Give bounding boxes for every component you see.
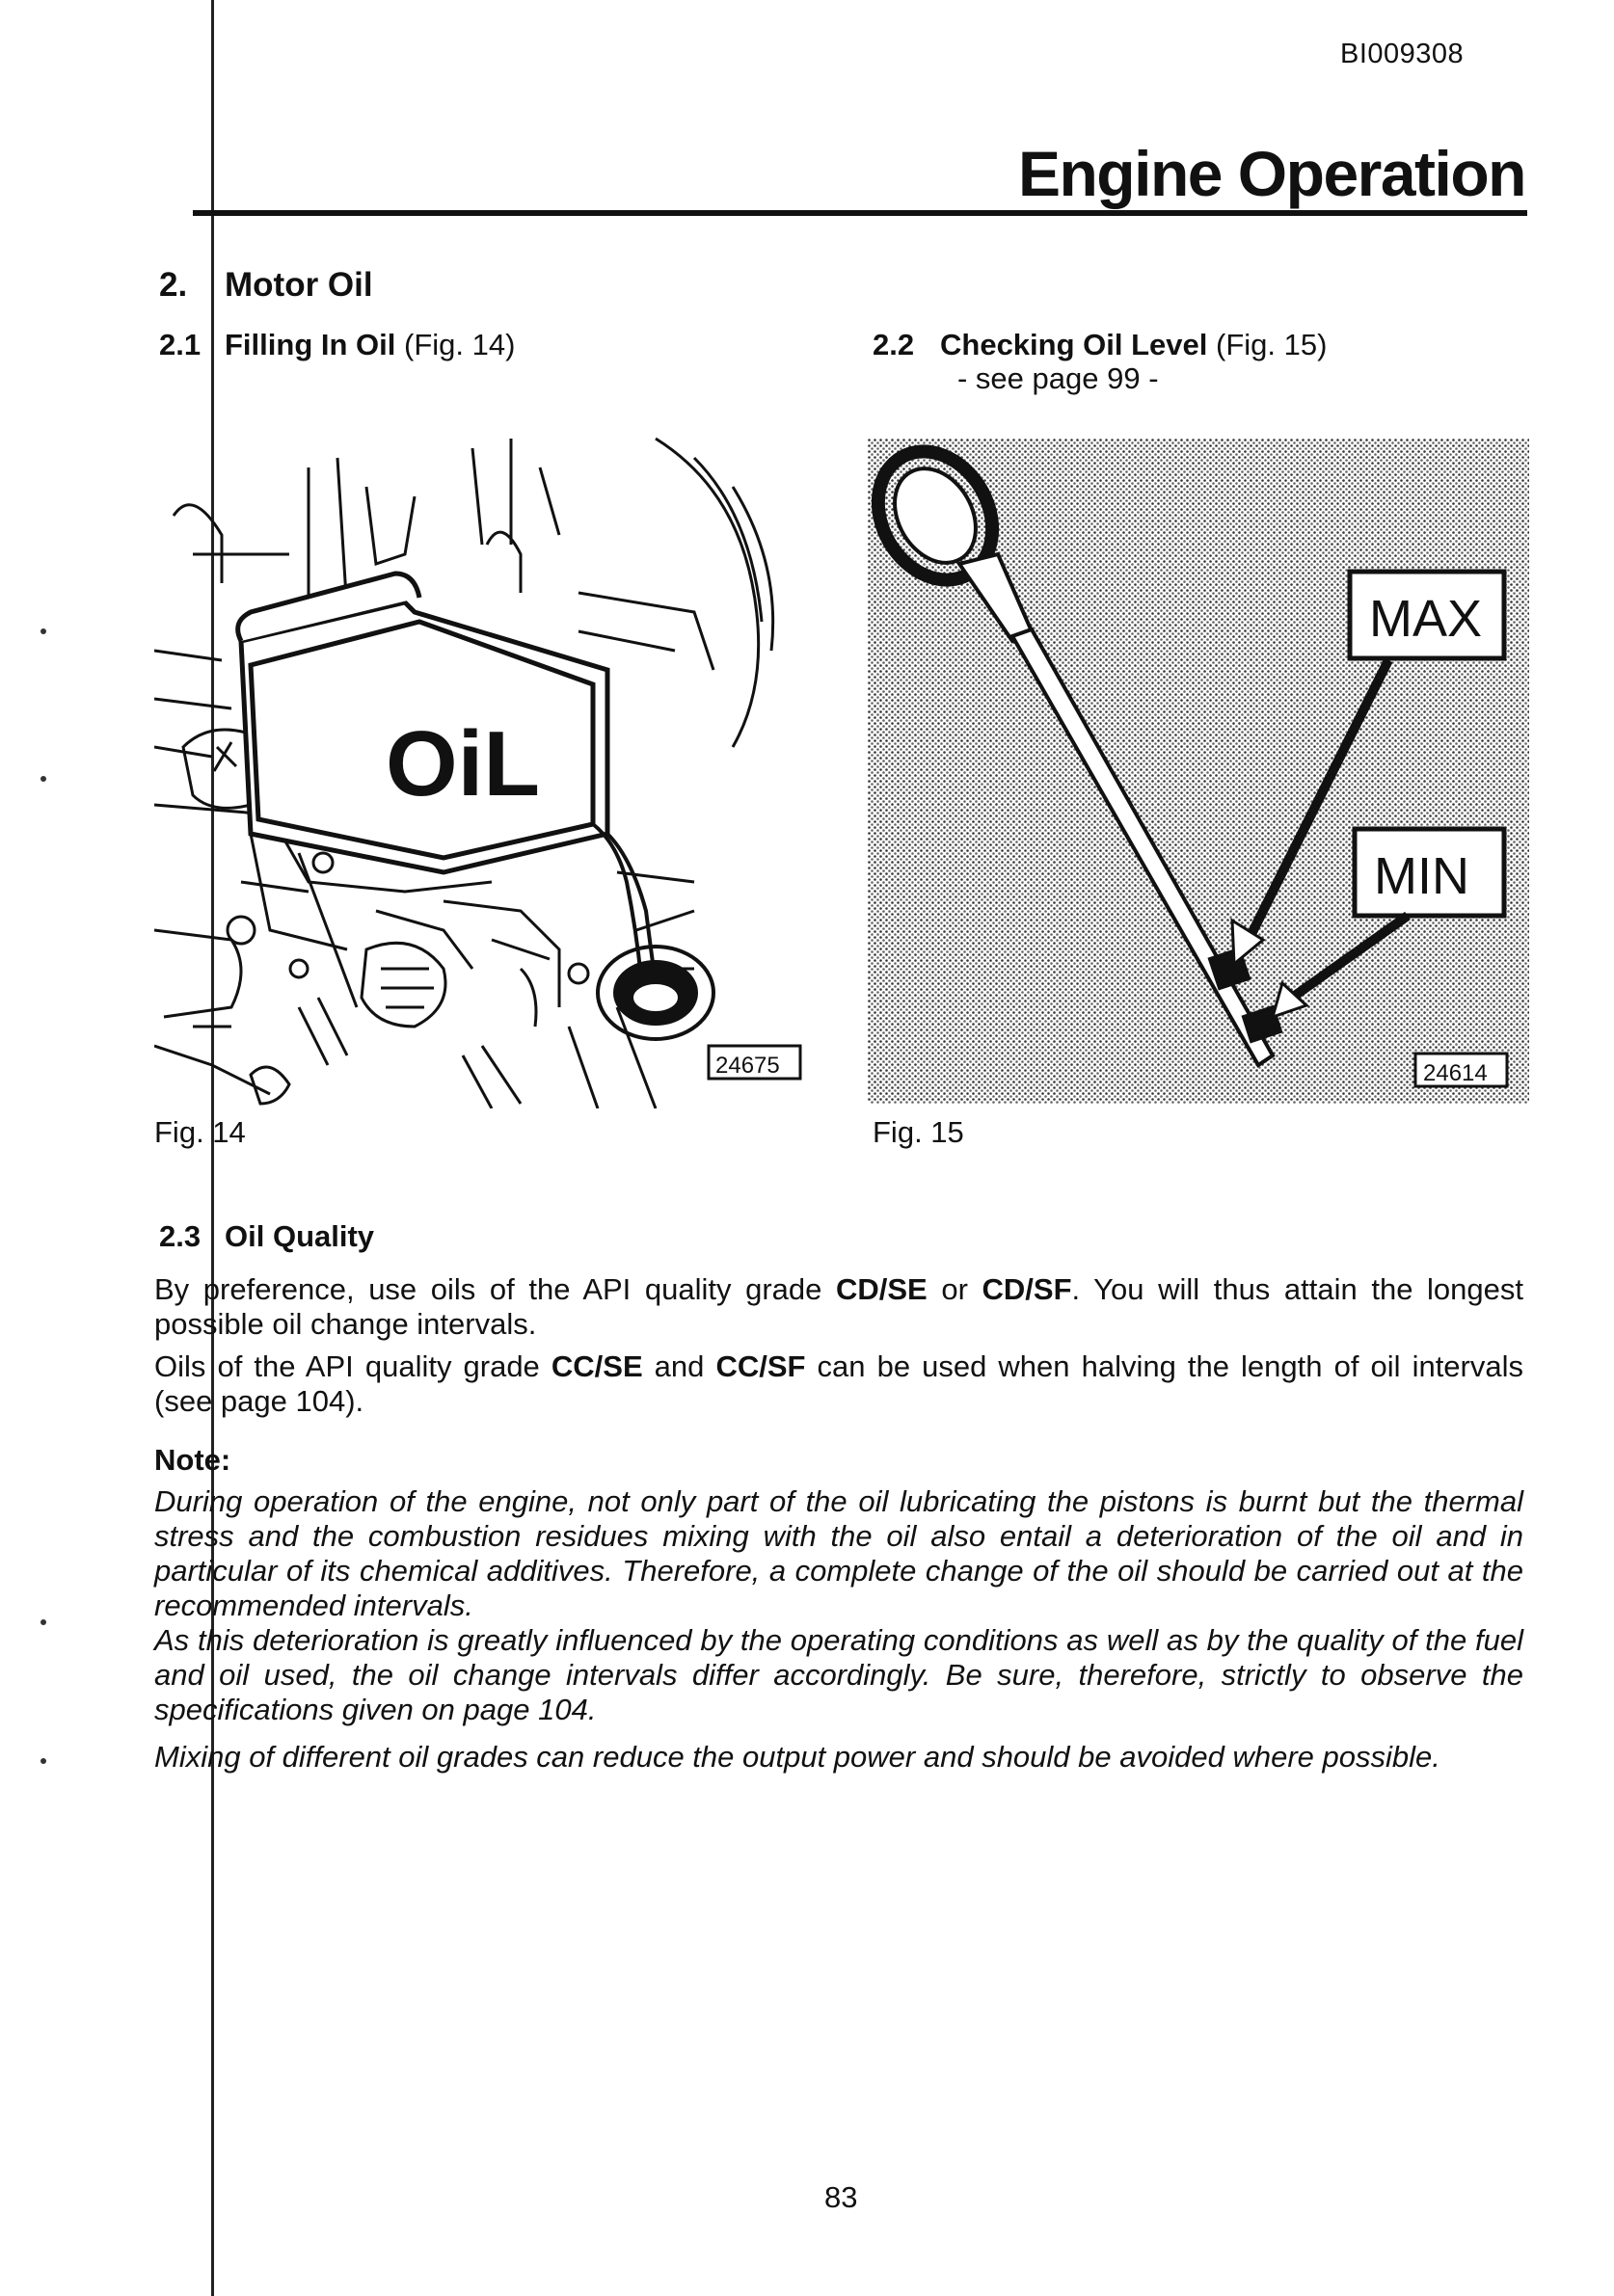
grade-cd-se: CD/SE (835, 1272, 928, 1306)
figure-14-reference-number: 24675 (715, 1053, 780, 1079)
margin-dot (40, 1758, 46, 1764)
figure-15-reference-number: 24614 (1423, 1060, 1488, 1086)
margin-dot (40, 1619, 46, 1625)
figure-15-caption: Fig. 15 (873, 1115, 964, 1149)
note-paragraph-3: Mixing of different oil grades can reduce the output power and should be avoided where possible. (154, 1740, 1440, 1774)
subsection-2-3-number: 2.3 (159, 1219, 202, 1253)
margin-dot (40, 776, 46, 782)
subsection-2-2-title: Checking Oil Level (940, 328, 1208, 361)
document-id: BI009308 (1340, 39, 1465, 69)
note-paragraph-1: During operation of the engine, not only part of the oil lubricating the pistons is burnt but the thermal stress and the combustion residues mixing with the oil also entail a deterioration of the oil and in particular of its chemical additives. Therefore, a complete change of the oil should be carried out at the recommended intervals. (154, 1484, 1523, 1622)
figure-14-engine-oil-filling (154, 429, 829, 1108)
subsection-2-1-ref: (Fig. 14) (404, 328, 516, 361)
margin-dot (40, 628, 46, 634)
subsection-2-3-title: Oil Quality (225, 1219, 375, 1253)
grade-cc-se: CC/SE (551, 1349, 643, 1383)
subsection-2-2-heading (940, 328, 1327, 362)
subsection-2-1-number: 2.1 (159, 328, 202, 361)
subsection-2-1-title: Filling In Oil (225, 328, 396, 361)
min-label: MIN (1374, 847, 1469, 905)
oil-quality-paragraph-1: By preference, use oils of the API quality grade CD/SE or CD/SF. You will thus attain the longest possible oil change intervals. (154, 1272, 1523, 1341)
subsection-2-2-ref: (Fig. 15) (1216, 328, 1328, 361)
section-title: Motor Oil (225, 266, 373, 304)
subsection-2-1-heading (225, 328, 515, 362)
figure-14-caption: Fig. 14 (154, 1115, 246, 1149)
section-number: 2. (159, 266, 188, 304)
page-title: Engine Operation (1017, 138, 1525, 209)
figure-15-dipstick-oil-level (868, 439, 1529, 1104)
note-label: Note: (154, 1443, 231, 1477)
subsection-2-2-number: 2.2 (873, 328, 915, 361)
subsection-2-2-see-page: - see page 99 - (957, 361, 1159, 395)
grade-cd-sf: CD/SF (982, 1272, 1072, 1306)
grade-cc-sf: CC/SF (715, 1349, 806, 1383)
max-label: MAX (1369, 590, 1483, 648)
title-rule (193, 210, 1527, 216)
oil-quality-paragraph-2: Oils of the API quality grade CC/SE and CC/SF can be used when halving the length of oil intervals (see page 104). (154, 1349, 1523, 1418)
note-paragraph-2: As this deterioration is greatly influenced by the operating conditions as well as by the quality of the fuel and oil used, the oil change intervals differ accordingly. Be sure, therefore, strictly to observe the specifications given on page 104. (154, 1623, 1523, 1726)
oil-can-label: OiL (386, 712, 540, 815)
page-number: 83 (824, 2180, 858, 2214)
